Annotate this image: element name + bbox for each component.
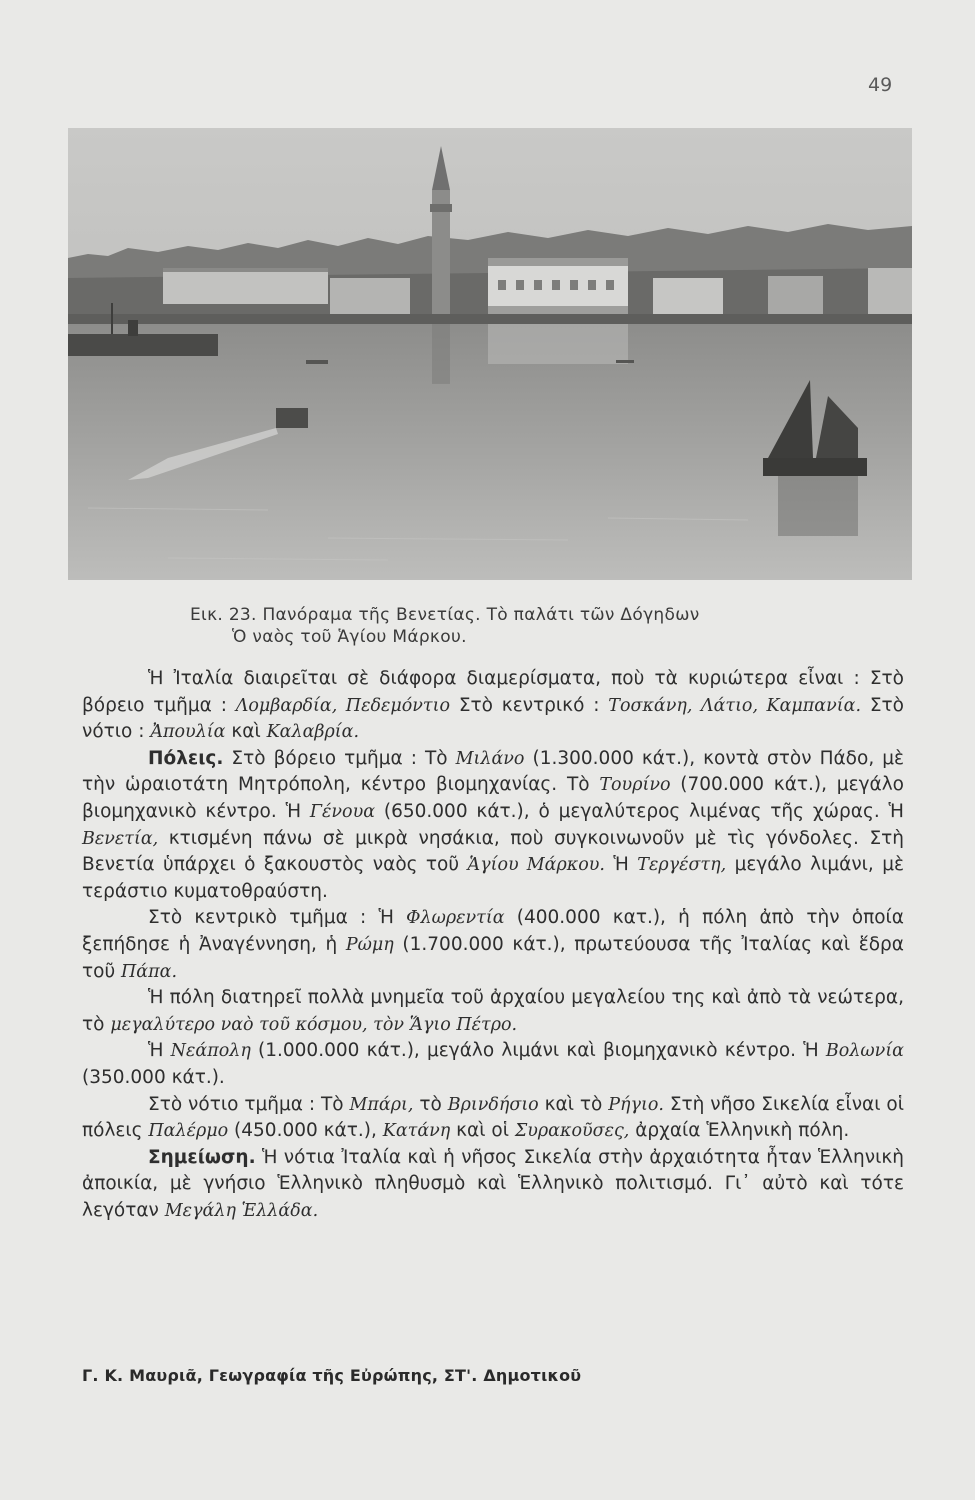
text-run: καὶ — [225, 721, 267, 743]
italic-term: Ἀπουλία — [150, 722, 226, 743]
paragraph-rome-monuments — [82, 985, 904, 1038]
italic-term: Καλαβρία. — [266, 722, 360, 743]
italic-term: Λομβαρδία, Πεδεμόντιο — [235, 695, 451, 716]
text-run: καὶ τὸ — [538, 1093, 609, 1115]
caption-line-1: Εικ. 23. Πανόραμα τῆς Βενετίας. Τὸ παλάτι τῶν Δόγηδων — [190, 605, 700, 625]
text-run: (700.000 κάτ.), μεγάλο βιομηχανικὸ κέντρο. Ἡ — [82, 774, 904, 822]
paragraph-cities-central — [82, 905, 904, 985]
text-run: Στὸ νότιο : — [82, 694, 904, 743]
text-run: Ἡ — [604, 854, 638, 876]
italic-term: μεγαλύτερο ναὸ τοῦ κόσμου, τὸν Ἅγιο Πέτρο. — [110, 1014, 518, 1035]
caption-line-2: Ὁ ναὸς τοῦ Ἁγίου Μάρκου. — [232, 627, 467, 647]
italic-term: Βενετία, — [82, 828, 159, 849]
text-run: κτισμένη πάνω σὲ μικρὰ νησάκια, ποὺ συγκοινωνοῦν μὲ τὶς γόνδολες. Στὴ Βενετία ὑπάρχει ὁ ξακουστὸς ναὸς τοῦ — [82, 827, 904, 876]
text-run: (650.000 κάτ.), ὁ μεγαλύτερος λιμένας τῆς χώρας. Ἡ — [375, 800, 904, 822]
italic-term: Νεάπολη — [170, 1041, 251, 1062]
paragraph-naples-bologna — [82, 1038, 904, 1091]
text-run: καὶ οἱ — [450, 1120, 515, 1142]
italic-term: Μπάρι, — [349, 1094, 414, 1115]
text-run: μεγάλο λιμάνι, μὲ τεράστιο κυματοθραύστη. — [82, 854, 904, 902]
text-run: (350.000 κάτ.). — [82, 1066, 225, 1088]
text-run: Στὴ νῆσο Σικελία εἶναι οἱ πόλεις — [82, 1093, 904, 1142]
italic-term: Συρακοῦσες, — [514, 1121, 630, 1142]
book-footer: Γ. Κ. Μαυριᾶ, Γεωγραφία τῆς Εὐρώπης, ΣΤ'. Δημοτικοῦ — [82, 1366, 582, 1385]
figure-caption — [190, 604, 870, 648]
venice-panorama-illustration — [68, 128, 912, 580]
text-run: (1.000.000 κάτ.), μεγάλο λιμάνι καὶ βιομηχανικὸ κέντρο. Ἡ — [250, 1040, 826, 1062]
italic-term: Βολωνία — [825, 1041, 904, 1062]
italic-term: Ἁγίου Μάρκου. — [467, 855, 605, 876]
paragraph-cities-north — [82, 746, 904, 906]
italic-term: Ρώμη — [345, 934, 394, 955]
italic-term: Τεργέστη, — [637, 855, 727, 876]
text-run: (1.300.000 κάτ.), κοντὰ στὸν Πάδο, μὲ τὴν ὡραιοτάτη Μητρόπολη, κέντρο βιομηχανίας. Τὸ — [82, 747, 904, 796]
page-number: 49 — [868, 74, 893, 96]
text-run: τὸ — [413, 1093, 448, 1115]
text-run: Στὸ κεντρικὸ τμῆμα : Ἡ — [148, 907, 407, 929]
paragraph-cities-south — [82, 1092, 904, 1145]
text-run: Ἡ πόλη διατηρεῖ πολλὰ μνημεῖα τοῦ ἀρχαίου μεγαλείου της καὶ ἀπὸ τὰ νεώτερα, τὸ — [82, 987, 904, 1035]
venice-panorama-photo — [68, 128, 912, 580]
italic-term: Πάπα. — [121, 961, 178, 982]
text-run: ἀρχαία Ἑλληνικὴ πόλη. — [629, 1120, 850, 1142]
italic-term: Τουρίνο — [599, 775, 671, 796]
italic-term: Παλέρμο — [148, 1121, 229, 1142]
body-text — [82, 666, 904, 1224]
italic-term: Βρινδήσιο — [447, 1094, 539, 1115]
text-run: (400.000 κατ.), ἡ πόλη ἀπὸ τὴν ὁποία ξεπήδησε ἡ Ἀναγέννηση, ἡ — [82, 907, 904, 955]
text-run: Ἡ νότια Ἰταλία καὶ ἡ νῆσος Σικελία στὴν ἀρχαιότητα ἦταν Ἑλληνικὴ ἀποικία, μὲ γνήσιο Ἑλληνικὸ πληθυσμὸ καὶ Ἑλληνικὸ πολιτισμό. Γι᾿ αὐτὸ καὶ τότε λεγόταν — [82, 1146, 904, 1221]
italic-term: Τοσκάνη, Λάτιο, Καμπανία. — [608, 695, 862, 716]
section-heading-cities: Πόλεις. — [148, 747, 224, 769]
text-run: Στὸ κεντρικό : — [450, 694, 609, 716]
text-run: Στὸ νότιο τμῆμα : Τὸ — [148, 1093, 350, 1115]
text-run: (1.700.000 κάτ.), πρωτεύουσα τῆς Ἰταλίας καὶ ἕδρα τοῦ — [82, 933, 904, 982]
text-run: Ἡ — [148, 1040, 171, 1062]
paragraph-note — [82, 1145, 904, 1225]
italic-term: Μεγάλη Ἑλλάδα. — [164, 1200, 319, 1221]
text-run: Ἡ Ἰταλία διαιρεῖται σὲ διάφορα διαμερίσματα, ποὺ τὰ κυριώτερα εἶναι : Στὸ βόρειο τμῆμα : — [82, 668, 904, 716]
text-run: Στὸ βόρειο τμῆμα : Τὸ — [223, 747, 456, 769]
italic-term: Φλωρεντία — [406, 908, 505, 929]
italic-term: Γένουα — [309, 801, 376, 822]
text-run: (450.000 κάτ.), — [228, 1120, 383, 1142]
italic-term: Κατάνη — [382, 1121, 451, 1142]
italic-term: Ρήγιο. — [608, 1094, 664, 1115]
paragraph-regions — [82, 666, 904, 746]
note-heading: Σημείωση. — [148, 1146, 256, 1168]
italic-term: Μιλάνο — [455, 748, 525, 769]
